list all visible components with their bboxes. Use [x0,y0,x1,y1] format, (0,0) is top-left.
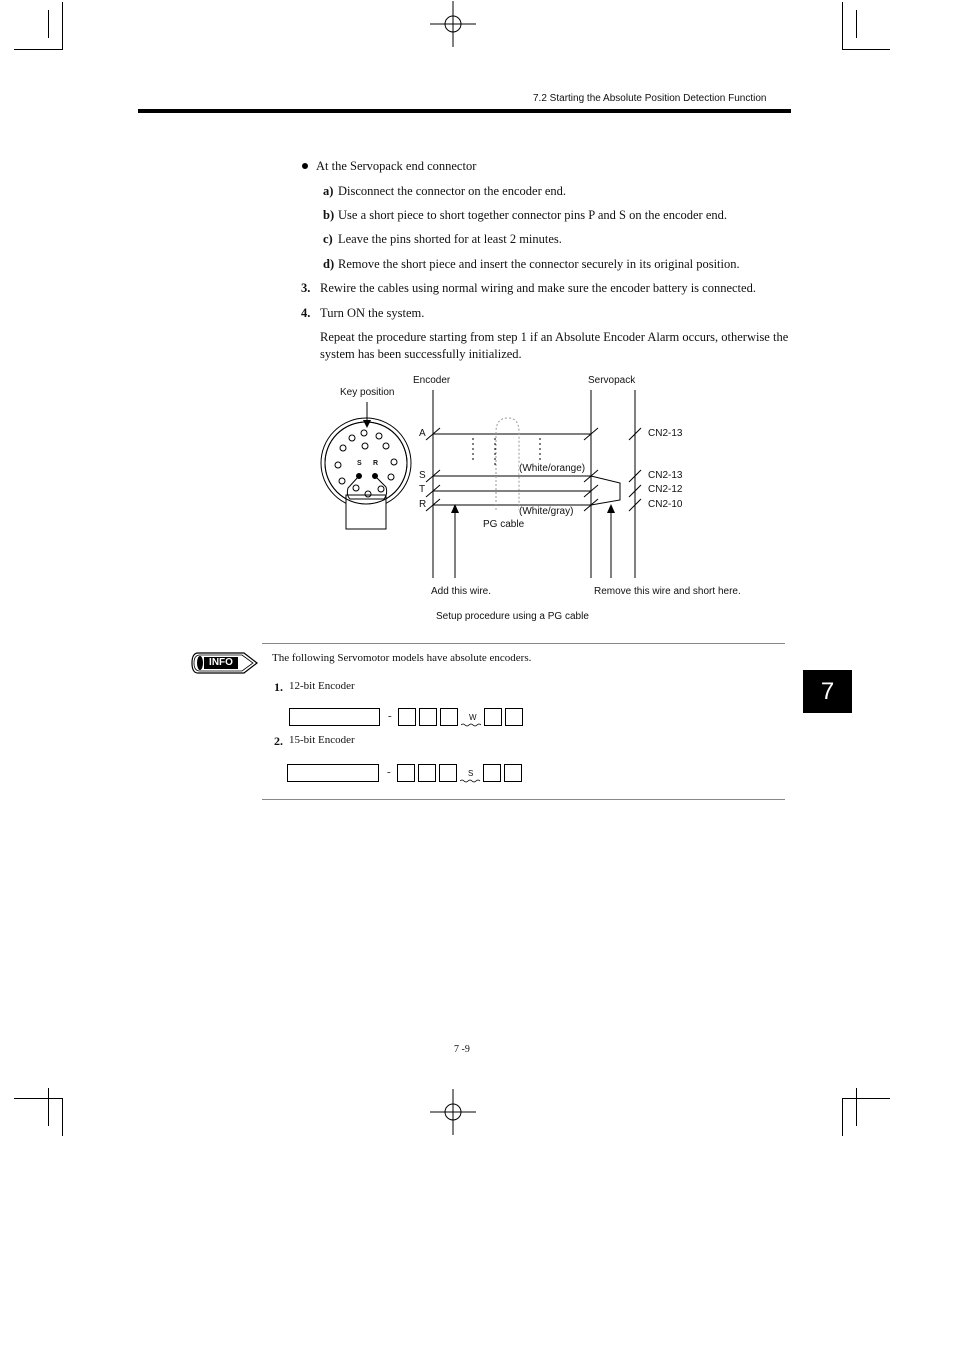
wavy-underline-icon [461,723,483,727]
header-rule [138,109,791,113]
crop-mark [856,10,857,38]
code-digit-box [419,708,437,726]
crop-mark [842,49,890,50]
substep-marker: c) [323,232,333,246]
code-digit-box [505,708,523,726]
crop-mark [62,2,63,50]
servopack-label: Servopack [588,375,636,386]
chapter-tab: 7 [803,670,852,713]
wavy-underline-icon [460,779,482,783]
section-header: 7.2 Starting the Absolute Position Detection Function [533,93,767,104]
info-icon [191,652,259,674]
remove-wire-label: Remove this wire and short here. [594,586,741,597]
repeat-note: Repeat the procedure starting from step 1 if an Absolute Encoder Alarm occurs, otherwise the system has been successfully initialized. [320,330,789,361]
code-dash: - [388,710,392,722]
pg-cable-label: PG cable [483,519,525,530]
info-rule-bottom [262,799,785,800]
step-marker: 4. [301,306,311,320]
substep-text: Remove the short piece and insert the connector securely in its original position. [338,257,740,271]
code-digit-box [484,708,502,726]
page-number: 7 -9 [454,1044,470,1055]
registration-mark-top [430,1,476,47]
crop-mark [842,1098,890,1099]
code-digit-box [440,708,458,726]
crop-mark [14,1098,62,1099]
info-intro: The following Servomotor models have absolute encoders. [272,652,532,664]
white-orange-label: (White/orange) [519,463,586,474]
pin-label-r: R [419,499,427,510]
code-digit-box [418,764,436,782]
code-dash: - [387,766,391,778]
info-item-marker: 1. [274,680,283,694]
substep-text: Use a short piece to short together connector pins P and S on the encoder end. [338,208,728,222]
bullet-text: At the Servopack end connector [316,159,477,173]
code-letter: S [468,769,474,778]
connector-pin-s-label: S [357,460,362,467]
bullet-icon [302,163,308,169]
substep-marker: a) [323,184,334,198]
crop-mark [842,2,843,50]
substep-marker: b) [323,208,335,222]
white-gray-label: (White/gray) [519,506,574,517]
crop-mark [842,1098,843,1136]
info-item-label: 12-bit Encoder [289,680,355,692]
encoder-label: Encoder [413,375,451,386]
info-item-marker: 2. [274,734,283,748]
pin-label-t: T [419,484,426,495]
crop-mark [62,1098,63,1136]
crop-mark [856,1088,857,1126]
model-code-box [289,708,380,726]
code-digit-box [504,764,522,782]
substep-text: Disconnect the connector on the encoder end. [338,184,567,198]
code-digit-box [483,764,501,782]
code-letter: W [469,713,477,722]
pin-label-s: S [419,470,426,481]
info-icon-label: INFO [209,657,233,668]
step-text: Rewire the cables using normal wiring and make sure the encoder battery is connected. [320,281,756,295]
wiring-diagram [300,370,780,600]
substep-text: Leave the pins shorted for at least 2 minutes. [338,232,562,246]
crop-mark [48,10,49,38]
key-position-label: Key position [340,387,395,398]
add-wire-label: Add this wire. [431,586,492,597]
substep-marker: d) [323,257,335,271]
registration-mark-bottom [430,1089,476,1135]
info-rule-top [262,643,785,644]
code-digit-box [398,708,416,726]
code-digit-box [397,764,415,782]
cn-label: CN2-10 [648,499,683,510]
code-digit-box [439,764,457,782]
figure-caption: Setup procedure using a PG cable [436,611,589,622]
cn-label: CN2-12 [648,484,683,495]
cn-label: CN2-13 [648,428,683,439]
crop-mark [14,49,62,50]
connector-pin-r-label: R [373,460,379,467]
crop-mark [48,1088,49,1126]
pin-label-a: A [419,428,426,439]
cn-label: CN2-13 [648,470,683,481]
model-code-box [287,764,379,782]
step-marker: 3. [301,281,311,295]
info-item-label: 15-bit Encoder [289,734,355,746]
step-text: Turn ON the system. [320,306,425,320]
